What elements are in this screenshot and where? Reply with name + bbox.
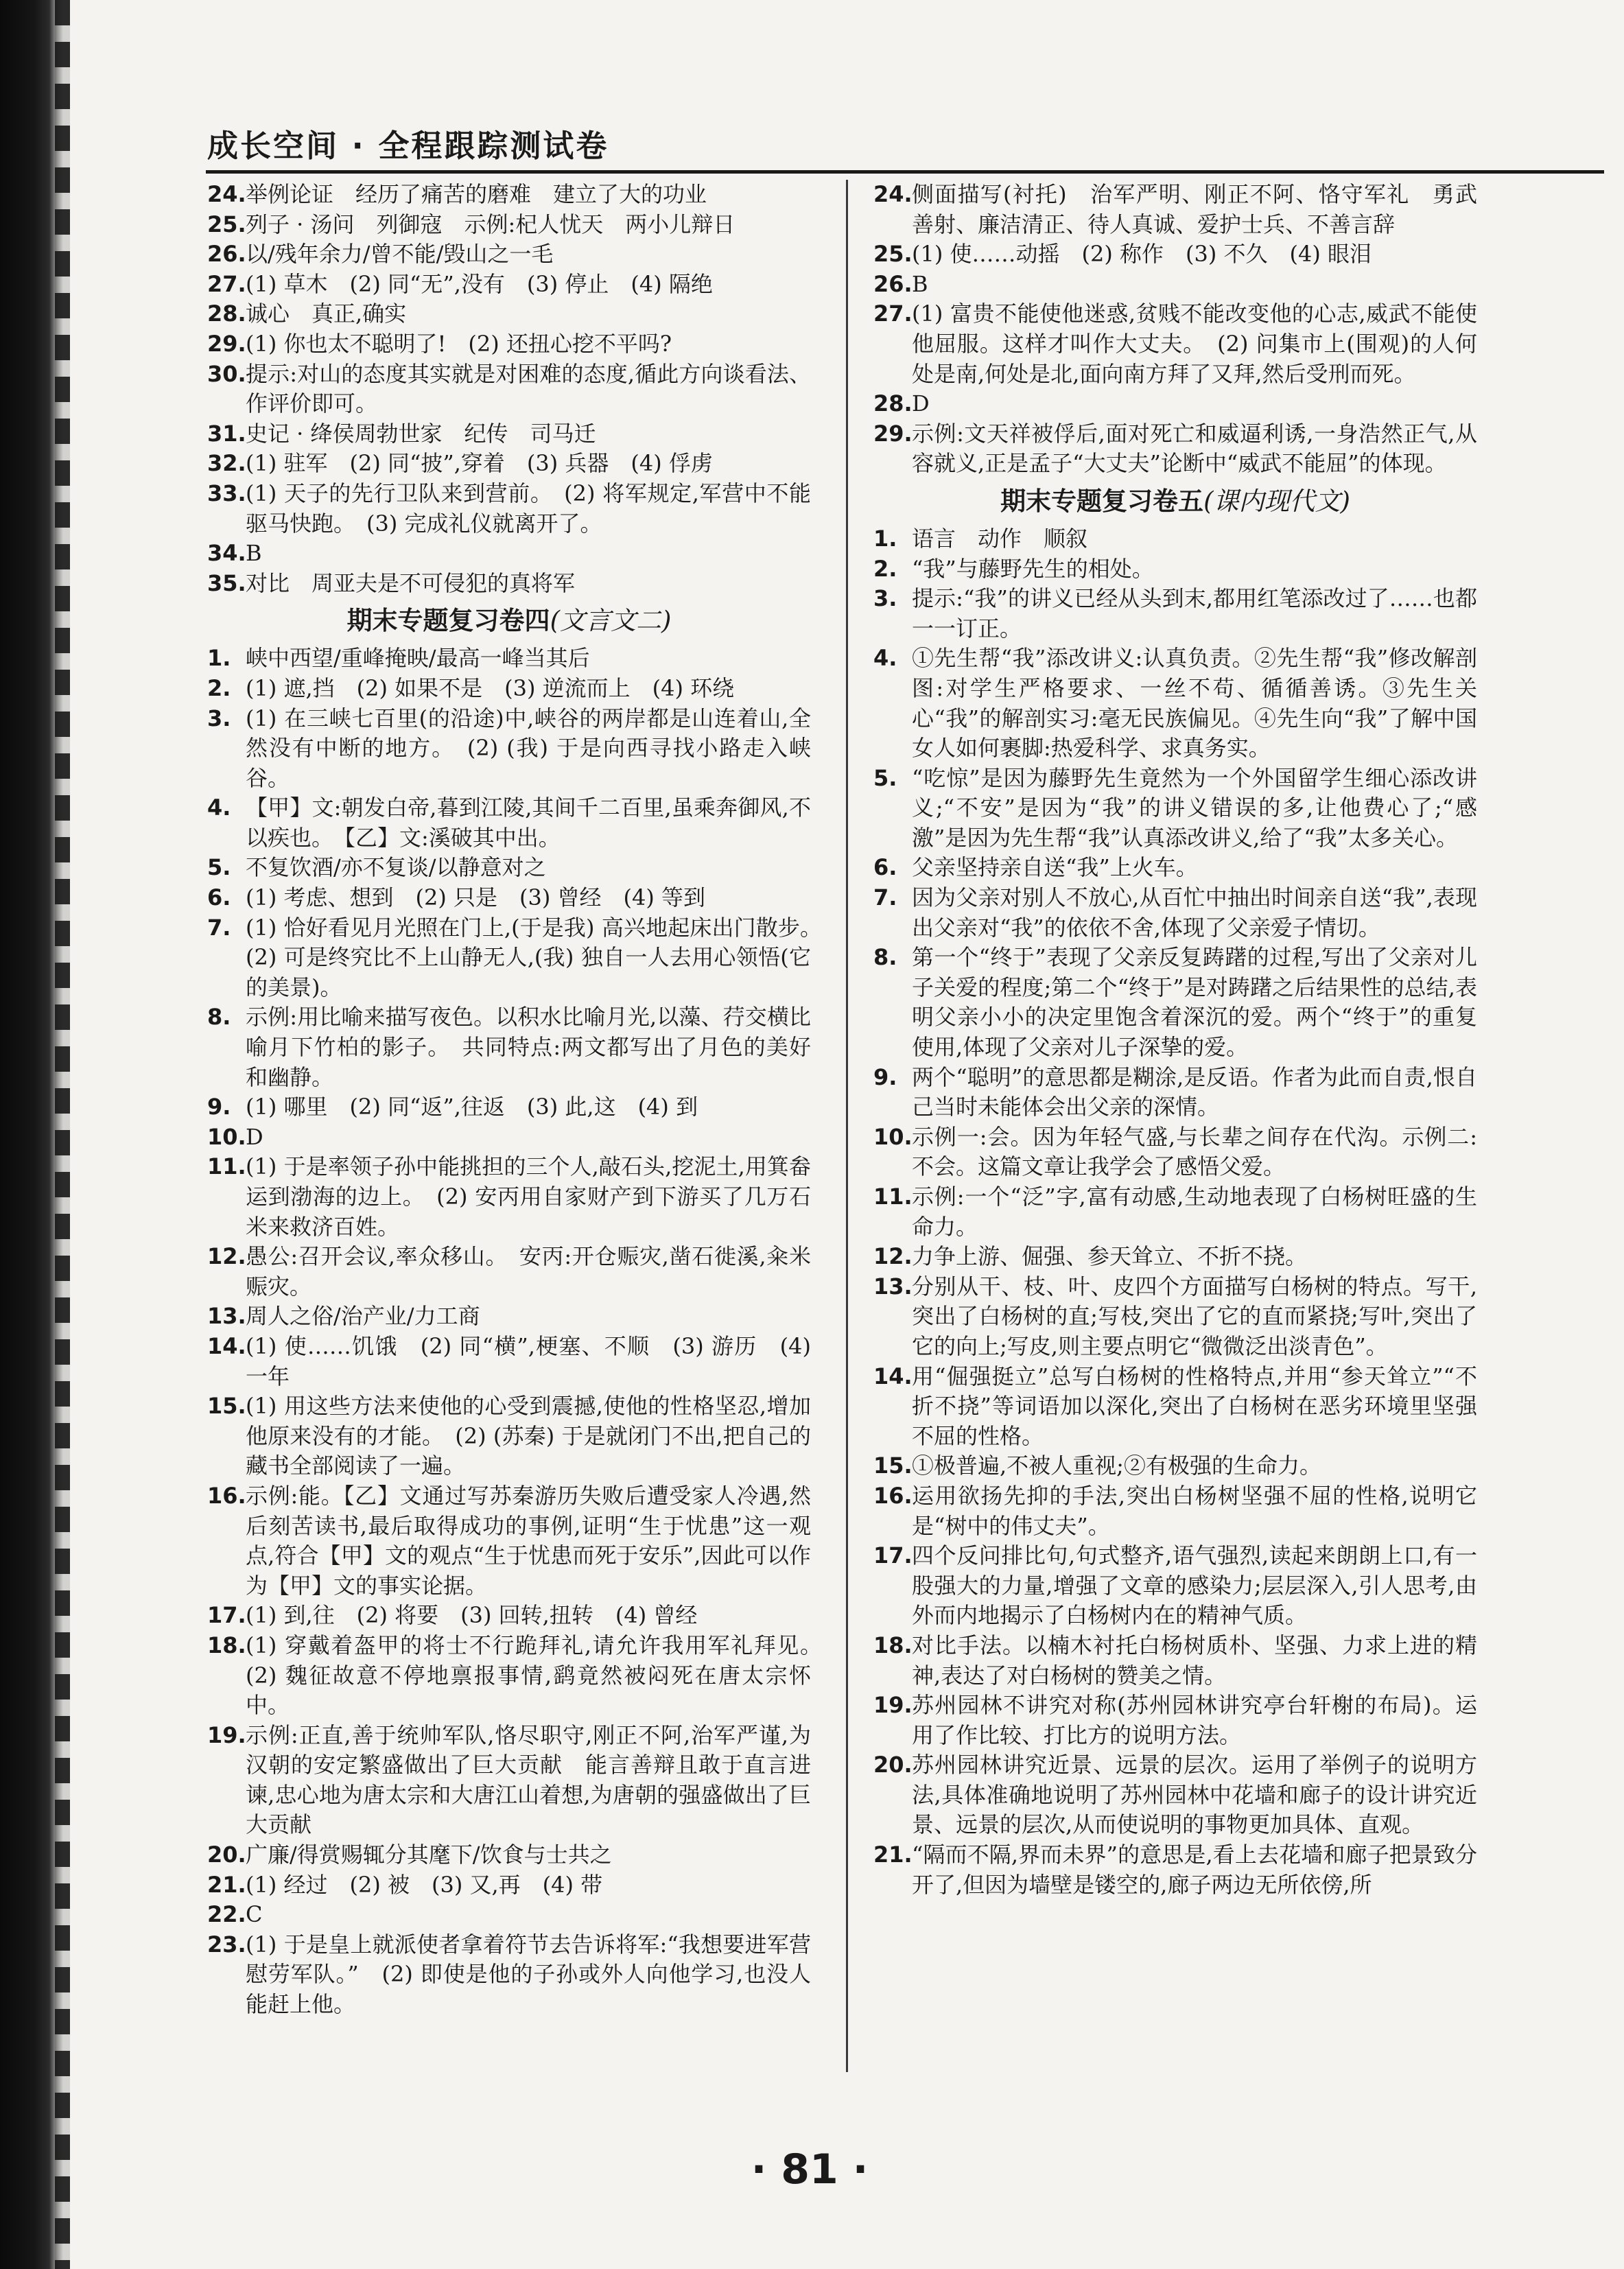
answer-number: 9. xyxy=(873,1063,897,1090)
answer-item xyxy=(873,943,1477,1062)
answer-item xyxy=(207,1122,811,1153)
answer-number: 23. xyxy=(207,1931,246,1958)
page-number: · 81 · xyxy=(751,2145,869,2194)
answer-item xyxy=(207,180,811,210)
answer-number: 6. xyxy=(873,854,897,881)
answer-item xyxy=(873,1362,1477,1452)
answer-item xyxy=(873,389,1477,419)
answer-item xyxy=(207,1152,811,1242)
answer-text: “吃惊”是因为藤野先生竟然为一个外国留学生细心添改讲义;“不安”是因为“我”的讲义错误的多,让他费心了;“感激”是因为先生帮“我”认真添改讲义,给了“我”太多关心。 xyxy=(912,764,1477,851)
answer-number: 20. xyxy=(873,1752,913,1778)
answer-text: (1) 考虑、想到 (2) 只是 (3) 曾经 (4) 等到 xyxy=(246,884,706,911)
right-column xyxy=(873,180,1477,1900)
answer-text: (1) 使……动摇 (2) 称作 (3) 不久 (4) 眼泪 xyxy=(912,241,1372,268)
answer-text: 侧面描写(衬托) 治军严明、刚正不阿、恪守军礼 勇武善射、廉洁清正、待人真诚、爱护士兵、不善言辞 xyxy=(912,181,1477,237)
answer-number: 25. xyxy=(873,241,913,268)
answer-number: 12. xyxy=(873,1243,913,1270)
answer-item xyxy=(873,1631,1477,1691)
answer-text: 因为父亲对别人不放心,从百忙中抽出时间亲自送“我”,表现出父亲对“我”的依依不舍,体现了父亲爱子情切。 xyxy=(912,884,1477,941)
answer-item xyxy=(207,1840,811,1870)
answer-item xyxy=(207,1092,811,1122)
answer-text: 语言 动作 顺叙 xyxy=(912,525,1088,552)
answer-text: 【甲】文:朝发白帝,暮到江陵,其间千二百里,虽乘奔御风,不以疾也。 【乙】文:溪破其中出。 xyxy=(246,795,811,851)
answer-text: (1) 用这些方法来使他的心受到震撼,使他的性格坚忍,增加他原来没有的才能。 (2) (苏秦) 于是就闭门不出,把自己的藏书全部阅读了一遍。 xyxy=(246,1393,811,1479)
answer-item xyxy=(207,1900,811,1930)
answer-number: 7. xyxy=(873,884,897,911)
answer-text: ①先生帮“我”添改讲义:认真负责。②先生帮“我”修改解剖图:对学生严格要求、一丝不苟、循循善诱。③先生关心“我”的解剖实习:毫无民族偏见。④先生向“我”了解中国女人如何裹脚:热爱科学、求真务实。 xyxy=(912,645,1477,762)
answer-item xyxy=(207,360,811,419)
answer-item xyxy=(207,674,811,704)
answer-text: (1) 草木 (2) 同“无”,没有 (3) 停止 (4) 隔绝 xyxy=(246,270,713,297)
answer-item xyxy=(207,1481,811,1601)
answer-number: 12. xyxy=(207,1243,246,1270)
answer-item xyxy=(207,853,811,883)
answer-number: 4. xyxy=(873,645,897,672)
answer-text: 分别从干、枝、叶、皮四个方面描写白杨树的特点。写干,突出了白杨树的直;写枝,突出了它的直而紧挠;写叶,突出了它的向上;写皮,则主要点明它“微微泛出淡青色”。 xyxy=(912,1273,1477,1359)
answer-text: (1) 恰好看见月光照在门上,(于是我) 高兴地起床出门散步。 (2) 可是终究比不上山静无人,(我) 独自一人去用心领悟(它的美景)。 xyxy=(246,914,834,1000)
answer-number: 16. xyxy=(873,1482,913,1509)
answer-text: (1) 到,往 (2) 将要 (3) 回转,扭转 (4) 曾经 xyxy=(246,1602,698,1629)
answer-text: (1) 你也太不聪明了! (2) 还扭心挖不平吗? xyxy=(246,330,672,357)
answer-number: 35. xyxy=(207,569,246,596)
answer-text: 峡中西望/重峰掩映/最高一峰当其后 xyxy=(246,645,590,672)
answer-number: 11. xyxy=(873,1184,913,1210)
answer-item xyxy=(873,1122,1477,1182)
answer-number: 20. xyxy=(207,1842,246,1868)
answer-text: 史记 · 绛侯周勃世家 纪传 司马迁 xyxy=(246,420,596,447)
answer-number: 32. xyxy=(207,450,246,477)
answer-number: 24. xyxy=(207,181,246,207)
answer-number: 22. xyxy=(207,1901,246,1928)
answer-number: 25. xyxy=(207,211,246,237)
answer-number: 21. xyxy=(873,1842,913,1868)
answer-text: 对比手法。以楠木衬托白杨树质朴、坚强、力求上进的精神,表达了对白杨树的赞美之情。 xyxy=(912,1632,1477,1689)
answer-text: 以/残年余力/曾不能/毁山之一毛 xyxy=(246,241,554,268)
answer-number: 28. xyxy=(207,301,246,327)
answer-item xyxy=(207,1870,811,1901)
answer-number: 2. xyxy=(207,674,231,701)
answer-item xyxy=(873,419,1477,479)
answer-item xyxy=(207,1930,811,2020)
answer-text: (1) 经过 (2) 被 (3) 又,再 (4) 带 xyxy=(246,1871,603,1898)
answer-number: 31. xyxy=(207,420,246,447)
answer-text: 苏州园林讲究近景、远景的层次。运用了举例子的说明方法,具体准确地说明了苏州园林中花墙和廊子的设计讲究近景、远景的层次,从而使说明的事物更加具体、直观。 xyxy=(912,1752,1477,1838)
book-spine-shadow xyxy=(0,0,63,2269)
answer-item xyxy=(873,1750,1477,1840)
answer-item xyxy=(207,569,811,599)
answer-item xyxy=(873,1451,1477,1481)
answer-item xyxy=(873,1063,1477,1122)
answer-text: (1) 于是率领子孙中能挑担的三个人,敲石头,挖泥土,用箕畚运到渤海的边上。 (2) 安丙用自家财产到下游买了几万石米来救济百姓。 xyxy=(246,1153,811,1240)
answer-number: 16. xyxy=(207,1482,246,1509)
answer-number: 26. xyxy=(873,270,913,297)
answer-text: 示例一:会。因为年轻气盛,与长辈之间存在代沟。示例二:不会。这篇文章让我学会了感悟父爱。 xyxy=(912,1123,1477,1180)
answer-text: (1) 哪里 (2) 同“返”,往返 (3) 此,这 (4) 到 xyxy=(246,1094,698,1120)
answer-text: 不复饮酒/亦不复谈/以静意对之 xyxy=(246,854,546,881)
answer-number: 24. xyxy=(873,181,913,207)
answer-item xyxy=(873,853,1477,883)
answer-number: 19. xyxy=(873,1692,913,1719)
answer-number: 27. xyxy=(873,301,913,327)
answer-item xyxy=(207,419,811,449)
answer-number: 27. xyxy=(207,270,246,297)
answer-number: 10. xyxy=(873,1123,913,1150)
answer-number: 5. xyxy=(207,854,231,881)
answer-text: 广廉/得赏赐辄分其麾下/饮食与士共之 xyxy=(246,1842,612,1868)
answer-text: 力争上游、倔强、参天耸立、不折不挠。 xyxy=(912,1243,1308,1270)
answer-item xyxy=(207,299,811,329)
section-title-sub: (课内现代文) xyxy=(1203,486,1350,516)
answer-text: 提示:“我”的讲义已经从头到末,都用红笔添改过了……也都一一订正。 xyxy=(912,585,1477,642)
answer-item xyxy=(207,1601,811,1631)
answer-text: 诚心 真正,确实 xyxy=(246,301,407,327)
answer-text: C xyxy=(246,1901,263,1928)
answer-number: 17. xyxy=(207,1602,246,1629)
header-rule xyxy=(206,170,1604,174)
answer-item xyxy=(207,704,811,794)
answer-number: 29. xyxy=(873,420,913,447)
section-title xyxy=(873,479,1477,524)
answer-text: 列子 · 汤问 列御寇 示例:杞人忧天 两小儿辩日 xyxy=(246,211,735,237)
answer-text: 运用欲扬先抑的手法,突出白杨树坚强不屈的性格,说明它是“树中的伟丈夫”。 xyxy=(912,1482,1477,1539)
answer-item xyxy=(873,1481,1477,1541)
answer-number: 14. xyxy=(207,1332,246,1359)
answer-item xyxy=(873,1541,1477,1631)
page-header-title: 成长空间 · 全程跟踪测试卷 xyxy=(207,128,609,164)
answer-item xyxy=(207,1302,811,1332)
answer-number: 1. xyxy=(873,525,897,552)
answer-number: 19. xyxy=(207,1721,246,1748)
answer-number: 34. xyxy=(207,540,246,567)
answer-text: 示例:用比喻来描写夜色。以积水比喻月光,以藻、荇交横比喻月下竹柏的影子。 共同特点:两文都写出了月色的美好和幽静。 xyxy=(246,1004,811,1090)
answer-item xyxy=(873,1242,1477,1272)
answer-item xyxy=(207,479,811,539)
answer-item xyxy=(873,524,1477,554)
answer-text: (1) 驻军 (2) 同“披”,穿着 (3) 兵器 (4) 俘虏 xyxy=(246,450,713,477)
answer-item xyxy=(873,584,1477,644)
answer-item xyxy=(873,764,1477,854)
answer-number: 6. xyxy=(207,884,231,911)
answer-item xyxy=(207,644,811,674)
answer-text: 第一个“终于”表现了父亲反复踌躇的过程,写出了父亲对儿子关爱的程度;第二个“终于”是对踌躇之后结果性的总结,表明父亲小小的决定里饱含着深沉的爱。两个“终于”的重复使用,体现了父亲对儿子深挚的爱。 xyxy=(912,944,1477,1061)
answer-item xyxy=(207,793,811,853)
answer-text: (1) 使……饥饿 (2) 同“横”,梗塞、不顺 (3) 游历 (4) 一年 xyxy=(246,1332,811,1389)
answer-number: 18. xyxy=(207,1632,246,1658)
answer-item xyxy=(207,1002,811,1092)
answer-number: 9. xyxy=(207,1094,231,1120)
answer-text: 用“倔强挺立”总写白杨树的性格特点,并用“参天耸立”“不折不挠”等词语加以深化,突出了白杨树在恶劣环境里坚强不屈的性格。 xyxy=(912,1363,1477,1449)
left-column xyxy=(207,180,834,2020)
answer-number: 21. xyxy=(207,1871,246,1898)
answer-item xyxy=(873,644,1477,763)
answer-text: 对比 周亚夫是不可侵犯的真将军 xyxy=(246,569,576,596)
answer-text: 提示:对山的态度其实就是对困难的态度,循此方向谈看法、作评价即可。 xyxy=(246,360,811,417)
answer-text: 四个反问排比句,句式整齐,语气强烈,读起来朗朗上口,有一股强大的力量,增强了文章的感染力;层层深入,引人思考,由外而内地揭示了白杨树内在的精神气质。 xyxy=(912,1542,1477,1629)
answer-text: ①极普遍,不被人重视;②有极强的生命力。 xyxy=(912,1453,1321,1479)
answer-number: 26. xyxy=(207,241,246,268)
answer-item xyxy=(207,1242,811,1302)
answer-number: 15. xyxy=(873,1453,913,1479)
answer-text: 苏州园林不讲究对称(苏州园林讲究亭台轩榭的布局)。运用了作比较、打比方的说明方法。 xyxy=(912,1692,1477,1748)
answer-text: D xyxy=(912,390,930,417)
answer-text: “隔而不隔,界而未界”的意思是,看上去花墙和廊子把景致分开了,但因为墙壁是镂空的,廊子两边无所依傍,所 xyxy=(912,1842,1477,1898)
answer-number: 3. xyxy=(873,585,897,612)
answer-item xyxy=(207,1721,811,1840)
answer-text: 示例:正直,善于统帅军队,恪尽职守,刚正不阿,治军严谨,为汉朝的安定繁盛做出了巨大贡献 能言善辩且敢于直言进谏,忠心地为唐太宗和大唐江山着想,为唐朝的强盛做出了巨大贡献 xyxy=(246,1721,811,1838)
answer-number: 4. xyxy=(207,795,231,821)
answer-text: 周人之俗/治产业/力工商 xyxy=(246,1303,480,1330)
answer-number: 18. xyxy=(873,1632,913,1658)
book-spine-edge xyxy=(55,0,70,2269)
answer-number: 11. xyxy=(207,1153,246,1180)
answer-item xyxy=(873,180,1477,239)
answer-item xyxy=(873,299,1477,389)
answer-text: (1) 富贵不能使他迷惑,贫贱不能改变他的心志,威武不能使他屈服。这样才叫作大丈夫。 (2) 问集市上(围观)的人何处是南,何处是北,面向南方拜了又拜,然后受刑而死。 xyxy=(912,301,1477,387)
answer-number: 17. xyxy=(873,1542,913,1569)
answer-item xyxy=(873,270,1477,300)
answer-text: 举例论证 经历了痛苦的磨难 建立了大的功业 xyxy=(246,181,707,207)
answer-item xyxy=(873,239,1477,270)
answer-text: (1) 穿戴着盔甲的将士不行跪拜礼,请允许我用军礼拜见。 (2) 魏征故意不停地禀报事情,鹞竟然被闷死在唐太宗怀中。 xyxy=(246,1632,834,1719)
answer-text: (1) 天子的先行卫队来到营前。 (2) 将军规定,军营中不能驱马快跑。 (3) 完成礼仪就离开了。 xyxy=(246,480,811,537)
answer-text: 示例:能。【乙】文通过写苏秦游历失败后遭受家人冷遇,然后刻苦读书,最后取得成功的事例,证明“生于忧患”这一观点,符合【甲】文的观点“生于忧患而死于安乐”,因此可以作为【甲】文的事实论据。 xyxy=(246,1482,811,1599)
answer-number: 2. xyxy=(873,555,897,582)
answer-text: B xyxy=(246,540,262,567)
answer-item xyxy=(207,539,811,569)
answer-item xyxy=(207,329,811,360)
answer-number: 5. xyxy=(873,764,897,791)
answer-item xyxy=(207,1332,811,1391)
answer-item xyxy=(873,554,1477,585)
answer-number: 10. xyxy=(207,1123,246,1150)
answer-text: 示例:一个“泛”字,富有动感,生动地表现了白杨树旺盛的生命力。 xyxy=(912,1184,1477,1240)
answer-item xyxy=(207,449,811,479)
answer-item xyxy=(873,1272,1477,1362)
answer-text: (1) 遮,挡 (2) 如果不是 (3) 逆流而上 (4) 环绕 xyxy=(246,674,735,701)
answer-number: 29. xyxy=(207,330,246,357)
answer-item xyxy=(207,270,811,300)
answer-number: 7. xyxy=(207,914,231,941)
answer-item xyxy=(207,210,811,240)
answer-number: 8. xyxy=(207,1004,231,1031)
section-title-main: 期末专题复习卷四 xyxy=(346,606,550,636)
answer-number: 15. xyxy=(207,1393,246,1420)
answer-item xyxy=(873,1182,1477,1242)
answer-number: 1. xyxy=(207,645,231,672)
answer-text: 两个“聪明”的意思都是糊涂,是反语。作者为此而自责,恨自己当时未能体会出父亲的深情。 xyxy=(912,1063,1477,1120)
answer-number: 13. xyxy=(873,1273,913,1300)
answer-text: B xyxy=(912,270,928,297)
section-title-sub: (文言文二) xyxy=(550,606,672,636)
section-title-main: 期末专题复习卷五 xyxy=(1000,486,1204,516)
answer-text: (1) 在三峡七百里(的沿途)中,峡谷的两岸都是山连着山,全然没有中断的地方。 (2) (我) 于是向西寻找小路走入峡谷。 xyxy=(246,705,811,791)
answer-number: 33. xyxy=(207,480,246,506)
column-divider xyxy=(846,180,848,2072)
answer-item xyxy=(207,1391,811,1481)
answer-text: D xyxy=(246,1123,263,1150)
answer-item xyxy=(873,1691,1477,1750)
answer-number: 13. xyxy=(207,1303,246,1330)
answer-item xyxy=(873,883,1477,943)
answer-number: 14. xyxy=(873,1363,913,1389)
answer-item xyxy=(207,913,834,1003)
answer-text: 父亲坚持亲自送“我”上火车。 xyxy=(912,854,1198,881)
answer-text: (1) 于是皇上就派使者拿着符节去告诉将军:“我想要进军营慰劳军队。” (2) 即使是他的子孙或外人向他学习,也没人能赶上他。 xyxy=(246,1931,811,2018)
answer-number: 28. xyxy=(873,390,913,417)
answer-number: 3. xyxy=(207,705,231,731)
answer-text: 示例:文天祥被俘后,面对死亡和威逼利诱,一身浩然正气,从容就义,正是孟子“大丈夫”论断中“威武不能屈”的体现。 xyxy=(912,420,1477,477)
answer-number: 30. xyxy=(207,360,246,387)
section-title xyxy=(207,598,811,644)
answer-item xyxy=(873,1840,1477,1900)
answer-number: 8. xyxy=(873,944,897,971)
answer-item xyxy=(207,1631,834,1721)
answer-text: “我”与藤野先生的相处。 xyxy=(912,555,1154,582)
answer-item xyxy=(207,239,811,270)
answer-item xyxy=(207,883,811,913)
answer-text: 愚公:召开会议,率众移山。 安丙:开仓赈灾,凿石徙溪,籴米赈灾。 xyxy=(246,1243,811,1300)
